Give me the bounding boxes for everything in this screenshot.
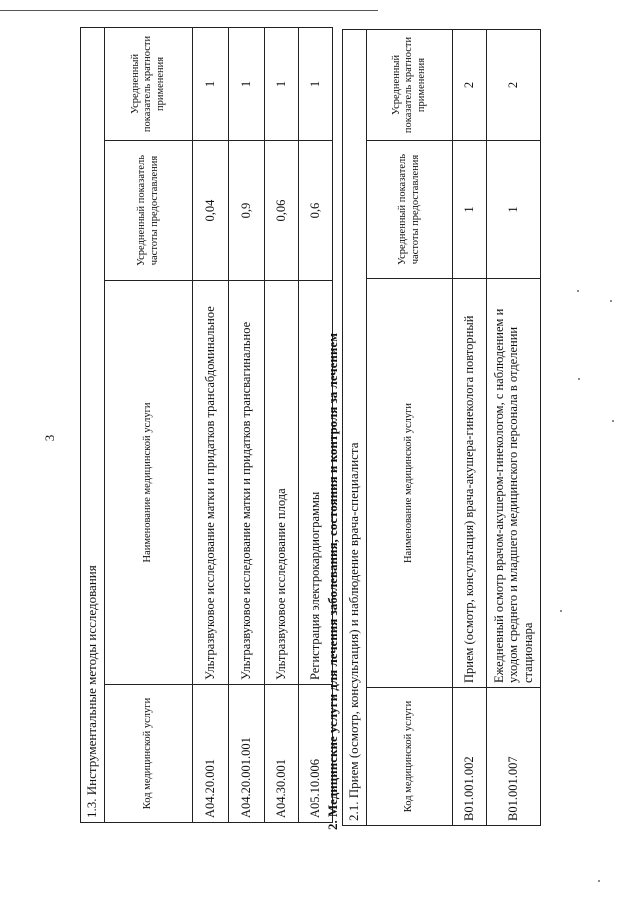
cell-name: Ежедневный осмотр врачом-акушером-гинекологом, с наблюдением и уходом среднего и младшего медицинского персонала в отделении стационара bbox=[487, 279, 541, 688]
section-title: 2.1. Прием (осмотр, консультация) и наблюдение врача-специалиста bbox=[343, 29, 367, 825]
table-specialist-visits bbox=[342, 29, 541, 826]
cell-name: Ультразвуковое исследование матки и придатков трансвагинальное bbox=[229, 281, 265, 685]
header-frequency: Усредненный показатель частоты предоставления bbox=[367, 141, 453, 279]
scan-speck bbox=[612, 420, 614, 422]
header-name: Наименование медицинской услуги bbox=[367, 279, 453, 688]
table-instrumental-methods bbox=[80, 27, 333, 823]
cell-name: Ультразвуковое исследование матки и придатков трансабдоминальное bbox=[193, 281, 229, 685]
cell-frequency: 0,6 bbox=[299, 141, 333, 281]
cell-multiplicity: 2 bbox=[453, 29, 487, 140]
cell-code: A04.30.001 bbox=[265, 685, 299, 823]
cell-frequency: 1 bbox=[453, 141, 487, 279]
cell-multiplicity: 1 bbox=[229, 27, 265, 140]
scan-speck bbox=[598, 880, 600, 882]
cell-code: B01.001.007 bbox=[487, 688, 541, 826]
cell-frequency: 0,9 bbox=[229, 141, 265, 281]
cell-code: A04.20.001.001 bbox=[229, 685, 265, 823]
header-frequency: Усредненный показатель частоты предоставления bbox=[105, 141, 193, 281]
cell-multiplicity: 2 bbox=[487, 29, 541, 140]
table-row bbox=[487, 29, 541, 825]
page-number: 3 bbox=[42, 434, 57, 442]
cell-multiplicity: 1 bbox=[265, 27, 299, 140]
scan-speck bbox=[578, 378, 580, 380]
header-multiplicity: Усредненный показатель кратности применения bbox=[367, 29, 453, 140]
header-name: Наименование медицинской услуги bbox=[105, 281, 193, 685]
cell-name: Прием (осмотр, консультация) врача-акушера-гинеколога повторный bbox=[453, 279, 487, 688]
header-code: Код медицинской услуги bbox=[105, 685, 193, 823]
header-multiplicity: Усредненный показатель кратности применения bbox=[105, 27, 193, 140]
section-2-heading: 2. Медицинские услуги для лечения заболевания, состояния и контроля за лечением bbox=[325, 332, 340, 830]
scan-speck bbox=[610, 300, 612, 302]
header-code: Код медицинской услуги bbox=[367, 688, 453, 826]
cell-code: B01.001.002 bbox=[453, 688, 487, 826]
cell-code: A05.10.006 bbox=[299, 685, 333, 823]
table-row bbox=[453, 29, 487, 825]
cell-frequency: 0,04 bbox=[193, 141, 229, 281]
cell-code: A04.20.001 bbox=[193, 685, 229, 823]
cell-name: Регистрация электрокардиограммы bbox=[299, 281, 333, 685]
cell-frequency: 1 bbox=[487, 141, 541, 279]
table-row bbox=[265, 27, 299, 822]
table-row bbox=[229, 27, 265, 822]
cell-multiplicity: 1 bbox=[299, 27, 333, 140]
table-row bbox=[193, 27, 229, 822]
cell-multiplicity: 1 bbox=[193, 27, 229, 140]
top-rule bbox=[0, 10, 378, 11]
section-title: 1.3. Инструментальные методы исследования bbox=[81, 27, 105, 822]
cell-name: Ультразвуковое исследование плода bbox=[265, 281, 299, 685]
scan-speck bbox=[577, 290, 579, 292]
scan-speck bbox=[560, 610, 562, 612]
cell-frequency: 0,06 bbox=[265, 141, 299, 281]
